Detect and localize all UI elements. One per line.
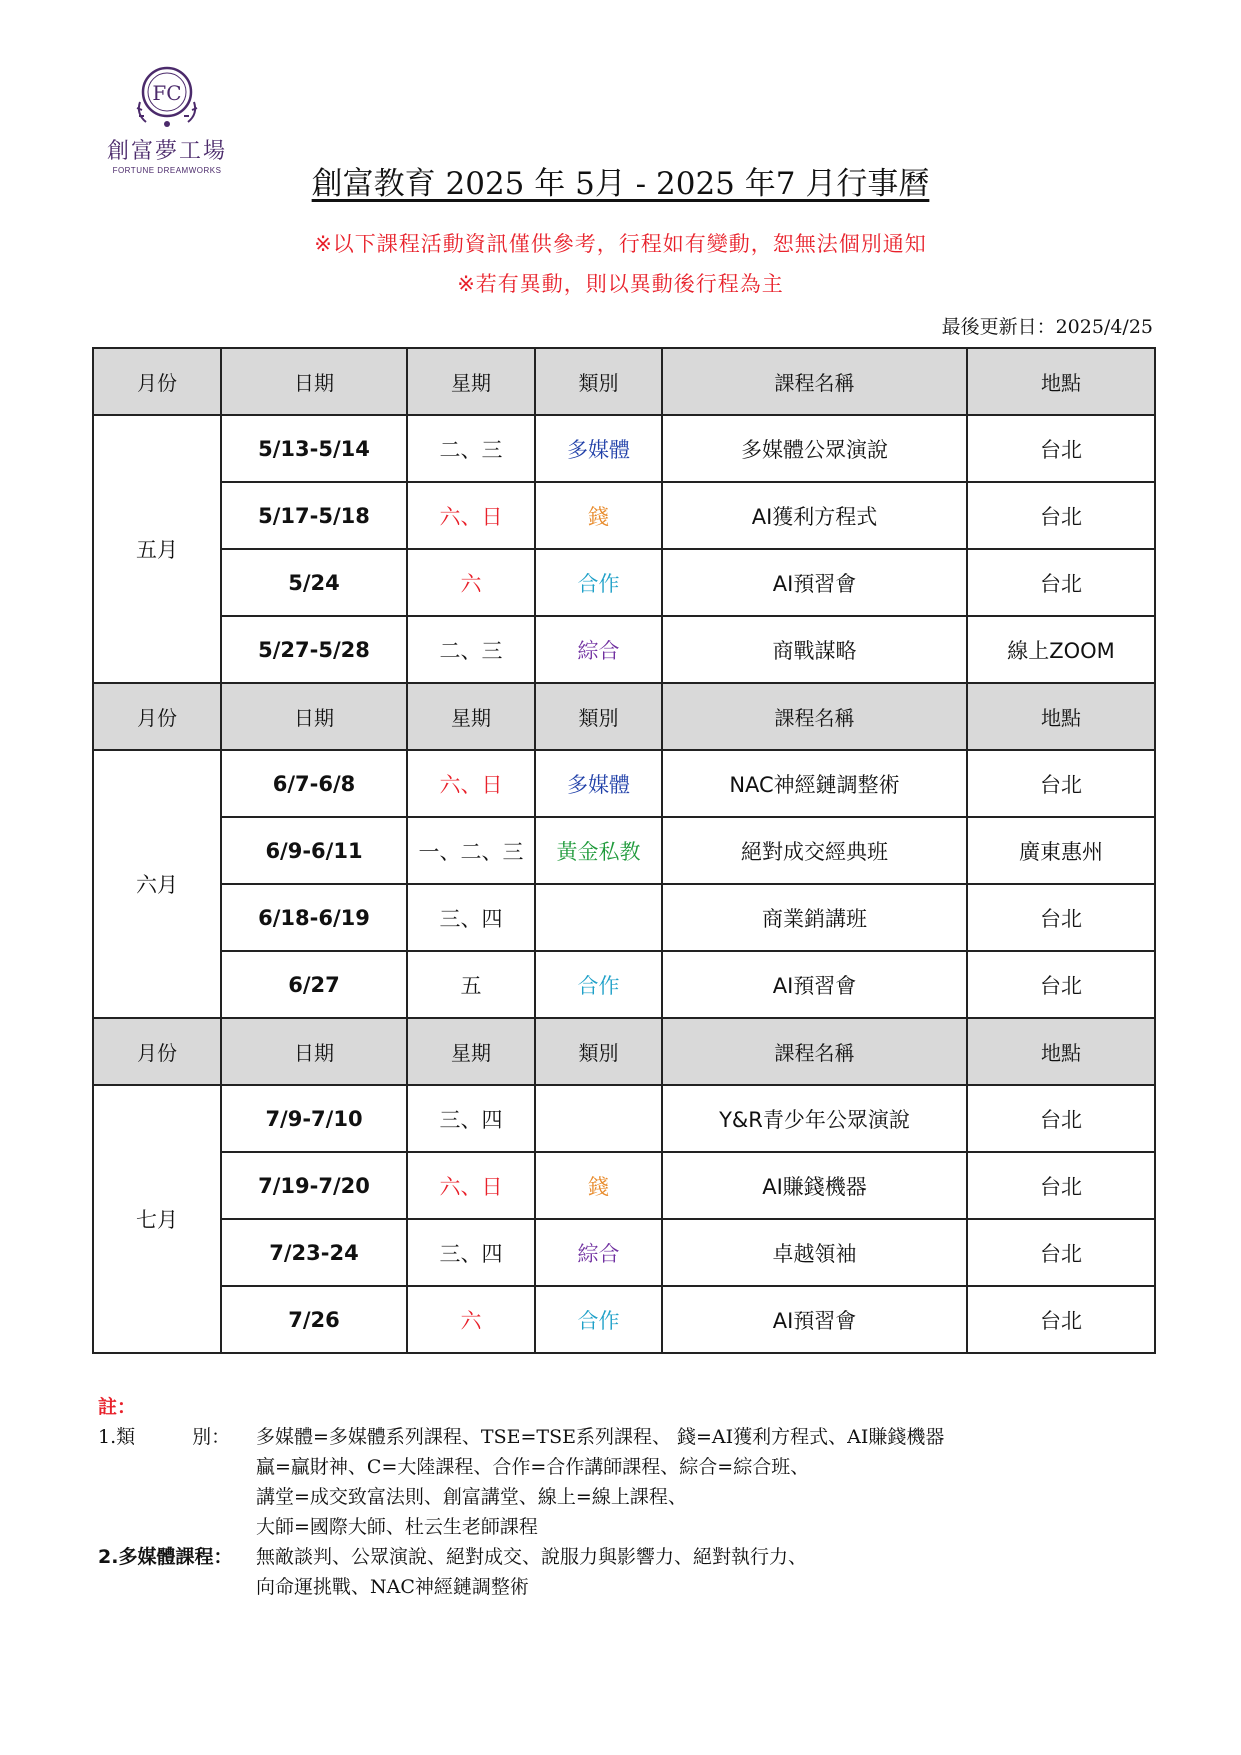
note-line: 贏=贏財神、C=大陸課程、合作=合作講師課程、綜合=綜合班、 (256, 1456, 810, 1478)
location-cell: 台北 (967, 549, 1155, 616)
table-row (93, 1085, 1155, 1152)
location-cell: 台北 (967, 415, 1155, 482)
note-line: 多媒體=多媒體系列課程、TSE=TSE系列課程、 錢=AI獲利方程式、AI賺錢機器 (256, 1426, 945, 1448)
note-item-1 (98, 1422, 1138, 1542)
date-cell: 6/7-6/8 (221, 750, 407, 817)
month-cell: 六月 (93, 750, 221, 1018)
notice-line-1: ※以下課程活動資訊僅供參考，行程如有變動，恕無法個別通知 (314, 232, 927, 256)
header-cell-month: 月份 (93, 348, 221, 415)
course-cell: 商業銷講班 (662, 884, 967, 951)
weekday-cell: 六 (407, 549, 535, 616)
weekday-cell: 六、日 (407, 750, 535, 817)
date-cell: 7/26 (221, 1286, 407, 1353)
table-header-row (93, 348, 1155, 415)
category-cell: 錢 (535, 1152, 662, 1219)
weekday-cell: 六 (407, 1286, 535, 1353)
date-cell: 5/17-5/18 (221, 482, 407, 549)
header-cell-date: 日期 (221, 348, 407, 415)
table-row (93, 1152, 1155, 1219)
course-cell: 卓越領袖 (662, 1219, 967, 1286)
table-row (93, 884, 1155, 951)
location-cell: 台北 (967, 750, 1155, 817)
date-cell: 5/13-5/14 (221, 415, 407, 482)
weekday-cell: 六、日 (407, 1152, 535, 1219)
course-cell: 多媒體公眾演說 (662, 415, 967, 482)
page-title: 創富教育 2025 年 5月 - 2025 年7 月行事曆 (311, 166, 930, 202)
table-row (93, 415, 1155, 482)
location-cell: 台北 (967, 884, 1155, 951)
month-cell: 五月 (93, 415, 221, 683)
header-cell-category: 類別 (535, 683, 662, 750)
date-cell: 7/9-7/10 (221, 1085, 407, 1152)
header-cell-category: 類別 (535, 348, 662, 415)
header-cell-month: 月份 (93, 683, 221, 750)
date-cell: 7/23-24 (221, 1219, 407, 1286)
note-line: 向命運挑戰、NAC神經鏈調整術 (256, 1576, 529, 1598)
header-cell-weekday: 星期 (407, 348, 535, 415)
date-cell: 7/19-7/20 (221, 1152, 407, 1219)
weekday-cell: 五 (407, 951, 535, 1018)
course-cell: Y&R青少年公眾演說 (662, 1085, 967, 1152)
header-cell-category: 類別 (535, 1018, 662, 1085)
location-cell: 廣東惠州 (967, 817, 1155, 884)
table-header-row (93, 683, 1155, 750)
note-line: 大師=國際大師、杜云生老師課程 (256, 1516, 538, 1538)
category-cell: 綜合 (535, 1219, 662, 1286)
table-row (93, 951, 1155, 1018)
weekday-cell: 六、日 (407, 482, 535, 549)
logo-monogram: FC (152, 81, 182, 105)
category-cell (535, 884, 662, 951)
course-cell: 絕對成交經典班 (662, 817, 967, 884)
header-cell-course: 課程名稱 (662, 1018, 967, 1085)
table-row (93, 482, 1155, 549)
date-cell: 5/24 (221, 549, 407, 616)
location-cell: 線上ZOOM (967, 616, 1155, 683)
category-cell: 錢 (535, 482, 662, 549)
course-cell: AI賺錢機器 (662, 1152, 967, 1219)
location-cell: 台北 (967, 1085, 1155, 1152)
table-row (93, 1219, 1155, 1286)
weekday-cell: 三、四 (407, 1085, 535, 1152)
table-row (93, 750, 1155, 817)
course-cell: AI預習會 (662, 951, 967, 1018)
note-line: 講堂=成交致富法則、創富講堂、線上=線上課程、 (256, 1486, 687, 1508)
table-row (93, 817, 1155, 884)
weekday-cell: 二、三 (407, 415, 535, 482)
weekday-cell: 三、四 (407, 884, 535, 951)
note-line: 無敵談判、公眾演說、絕對成交、說服力與影響力、絕對執行力、 (256, 1546, 808, 1568)
location-cell: 台北 (967, 1219, 1155, 1286)
table-row (93, 549, 1155, 616)
category-cell: 多媒體 (535, 750, 662, 817)
location-cell: 台北 (967, 951, 1155, 1018)
logo-name-en: FORTUNE DREAMWORKS (112, 166, 222, 175)
header-cell-date: 日期 (221, 683, 407, 750)
table-row (93, 1286, 1155, 1353)
category-cell: 合作 (535, 549, 662, 616)
date-cell: 6/27 (221, 951, 407, 1018)
logo-name-cn: 創富夢工場 (106, 139, 227, 164)
last-updated: 最後更新日：2025/4/25 (941, 316, 1153, 338)
category-cell: 黃金私教 (535, 817, 662, 884)
header-cell-location: 地點 (967, 348, 1155, 415)
header-cell-location: 地點 (967, 1018, 1155, 1085)
note-item-1-body (256, 1422, 1138, 1542)
notes-section (98, 1392, 1138, 1602)
date-cell: 5/27-5/28 (221, 616, 407, 683)
course-cell: AI預習會 (662, 1286, 967, 1353)
table-header-row (93, 1018, 1155, 1085)
location-cell: 台北 (967, 1286, 1155, 1353)
weekday-cell: 一、二、三 (407, 817, 535, 884)
course-cell: 商戰謀略 (662, 616, 967, 683)
header-cell-month: 月份 (93, 1018, 221, 1085)
category-cell (535, 1085, 662, 1152)
notes-heading: 註： (98, 1396, 137, 1418)
note-item-2 (98, 1542, 1138, 1602)
header-cell-date: 日期 (221, 1018, 407, 1085)
course-cell: AI預習會 (662, 549, 967, 616)
category-cell: 合作 (535, 1286, 662, 1353)
month-cell: 七月 (93, 1085, 221, 1353)
category-cell: 綜合 (535, 616, 662, 683)
header-cell-course: 課程名稱 (662, 348, 967, 415)
location-cell: 台北 (967, 482, 1155, 549)
category-cell: 多媒體 (535, 415, 662, 482)
weekday-cell: 二、三 (407, 616, 535, 683)
header-cell-course: 課程名稱 (662, 683, 967, 750)
location-cell: 台北 (967, 1152, 1155, 1219)
course-cell: NAC神經鏈調整術 (662, 750, 967, 817)
course-cell: AI獲利方程式 (662, 482, 967, 549)
header-cell-weekday: 星期 (407, 683, 535, 750)
notice-line-2: ※若有異動，則以異動後行程為主 (457, 272, 784, 296)
header-cell-weekday: 星期 (407, 1018, 535, 1085)
header-cell-location: 地點 (967, 683, 1155, 750)
date-cell: 6/18-6/19 (221, 884, 407, 951)
note-item-2-label: 2.多媒體課程： (98, 1546, 233, 1568)
table-row (93, 616, 1155, 683)
schedule-table (92, 347, 1156, 1354)
note-item-2-body (256, 1542, 1138, 1602)
weekday-cell: 三、四 (407, 1219, 535, 1286)
date-cell: 6/9-6/11 (221, 817, 407, 884)
note-item-1-label: 1.類 別： (98, 1426, 231, 1448)
category-cell: 合作 (535, 951, 662, 1018)
logo-emblem-icon (130, 62, 204, 130)
